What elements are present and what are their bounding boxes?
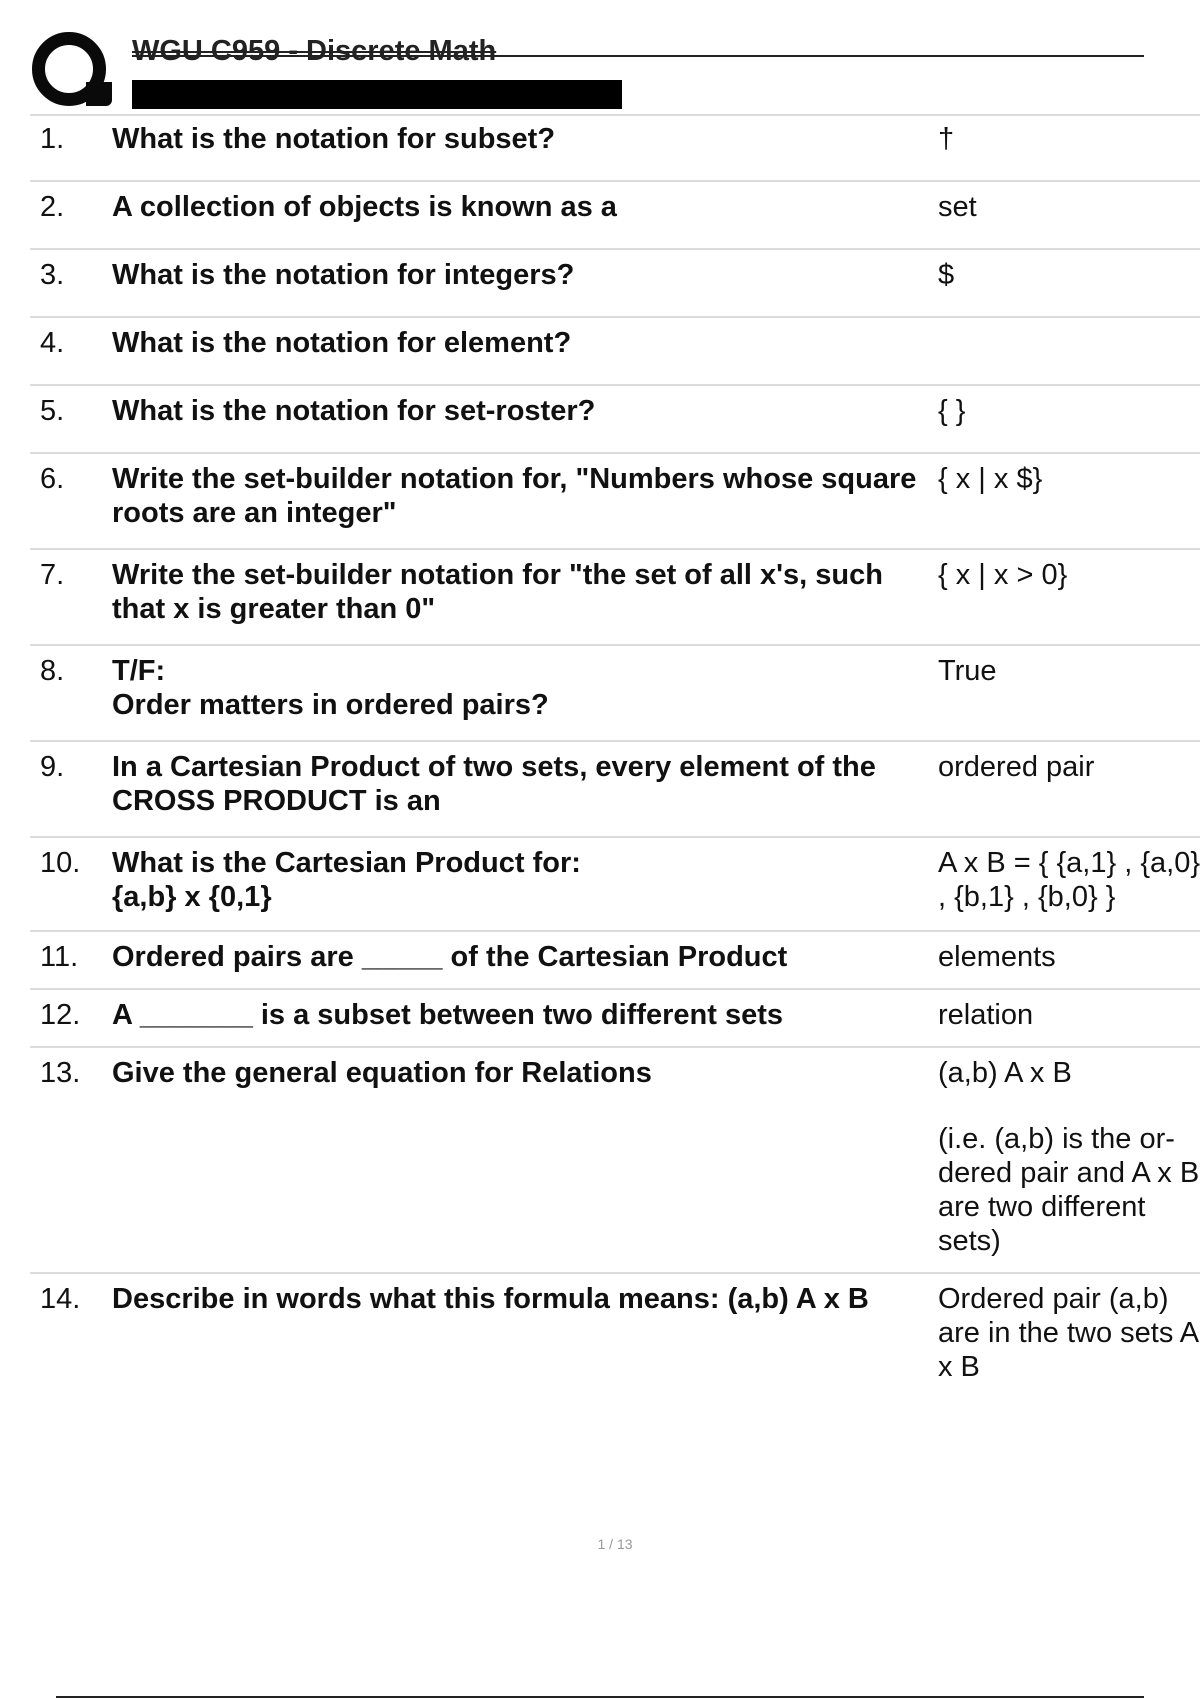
question-text: Give the general equation for Relations — [112, 1057, 652, 1089]
answer-cell — [938, 258, 1200, 292]
question-number: 12. — [40, 999, 81, 1031]
answer-cell — [938, 122, 1200, 156]
question-row — [30, 316, 1200, 384]
answer-text: set — [938, 191, 977, 223]
answer-cell — [938, 654, 1200, 722]
question-text: A _______ is a subset between two different sets — [112, 999, 784, 1031]
answer-cell — [938, 190, 1200, 224]
question-number: 9. — [40, 751, 65, 783]
answer-cell — [938, 462, 1200, 530]
answer-cell — [938, 998, 1200, 1032]
question-text: What is the notation for element? — [112, 327, 572, 359]
quizlet-logo-tail — [86, 82, 112, 106]
answer-text: { x | x $} — [938, 463, 1043, 495]
answer-cell — [938, 750, 1200, 818]
question-text: What is the notation for subset? — [112, 123, 556, 155]
answer-text: A x B = { {a,1} , {a,0} , {b,1} , {b,0} } — [938, 847, 1200, 913]
question-row — [30, 930, 1200, 988]
question-row — [30, 1046, 1200, 1272]
question-row — [30, 180, 1200, 248]
question-number: 1. — [40, 123, 65, 155]
question-text: What is the notation for set-roster? — [112, 395, 596, 427]
question-text: Ordered pairs are _____ of the Cartesian Product — [112, 941, 788, 973]
question-number: 3. — [40, 259, 65, 291]
question-row — [30, 644, 1200, 740]
redaction-bar — [132, 80, 622, 109]
document-title: WGU C959 - Discrete Math — [132, 35, 497, 67]
answer-text: $ — [938, 259, 955, 291]
question-text: In a Cartesian Product of two sets, every element of the CROSS PRODUCT is an — [112, 751, 876, 817]
question-text: Describe in words what this formula means: (a,b) A x B — [112, 1283, 869, 1315]
bottom-rule — [56, 1696, 1144, 1698]
question-row — [30, 836, 1200, 930]
question-text: Write the set-builder notation for, "Numbers whose square roots are an integer" — [112, 463, 917, 529]
question-text: A collection of objects is known as a — [112, 191, 617, 223]
answer-cell — [938, 1056, 1200, 1258]
answer-cell — [938, 558, 1200, 626]
question-row — [30, 740, 1200, 836]
answer-text: { } — [938, 395, 966, 427]
question-number: 13. — [40, 1057, 81, 1089]
question-text: What is the Cartesian Product for: {a,b} x {0,1} — [112, 847, 581, 913]
answer-text: True — [938, 655, 997, 687]
question-number: 14. — [40, 1283, 81, 1315]
answer-text: { x | x > 0} — [938, 559, 1068, 591]
answer-text: (i.e. (a,b) is the or-dered pair and A x B are two different sets) — [938, 1123, 1200, 1257]
question-text: What is the notation for integers? — [112, 259, 575, 291]
answer-text: relation — [938, 999, 1034, 1031]
question-number: 8. — [40, 655, 65, 687]
question-row — [30, 988, 1200, 1046]
question-number: 4. — [40, 327, 65, 359]
question-row — [30, 548, 1200, 644]
answer-cell — [938, 940, 1200, 974]
question-number: 6. — [40, 463, 65, 495]
question-row — [30, 452, 1200, 548]
question-text: Write the set-builder notation for "the set of all x's, such that x is greater than 0" — [112, 559, 883, 625]
answer-text: (a,b) A x B — [938, 1057, 1072, 1089]
answer-cell — [938, 394, 1200, 428]
document-header — [30, 28, 1130, 108]
question-row — [30, 248, 1200, 316]
question-table — [30, 114, 1200, 1398]
question-number: 5. — [40, 395, 65, 427]
question-number: 10. — [40, 847, 81, 879]
question-row — [30, 1272, 1200, 1398]
question-row — [30, 114, 1200, 180]
answer-cell — [938, 846, 1200, 914]
page-number: 1 / 13 — [597, 1536, 633, 1552]
question-number: 2. — [40, 191, 65, 223]
answer-text: † — [938, 123, 955, 155]
question-number: 7. — [40, 559, 65, 591]
question-text: T/F: Order matters in ordered pairs? — [112, 655, 549, 721]
answer-cell — [938, 326, 1200, 360]
answer-text: elements — [938, 941, 1056, 973]
answer-cell — [938, 1282, 1200, 1384]
answer-text: ordered pair — [938, 751, 1095, 783]
answer-text: Ordered pair (a,b) are in the two sets A x B — [938, 1283, 1198, 1383]
question-number: 11. — [40, 941, 79, 973]
question-row — [30, 384, 1200, 452]
